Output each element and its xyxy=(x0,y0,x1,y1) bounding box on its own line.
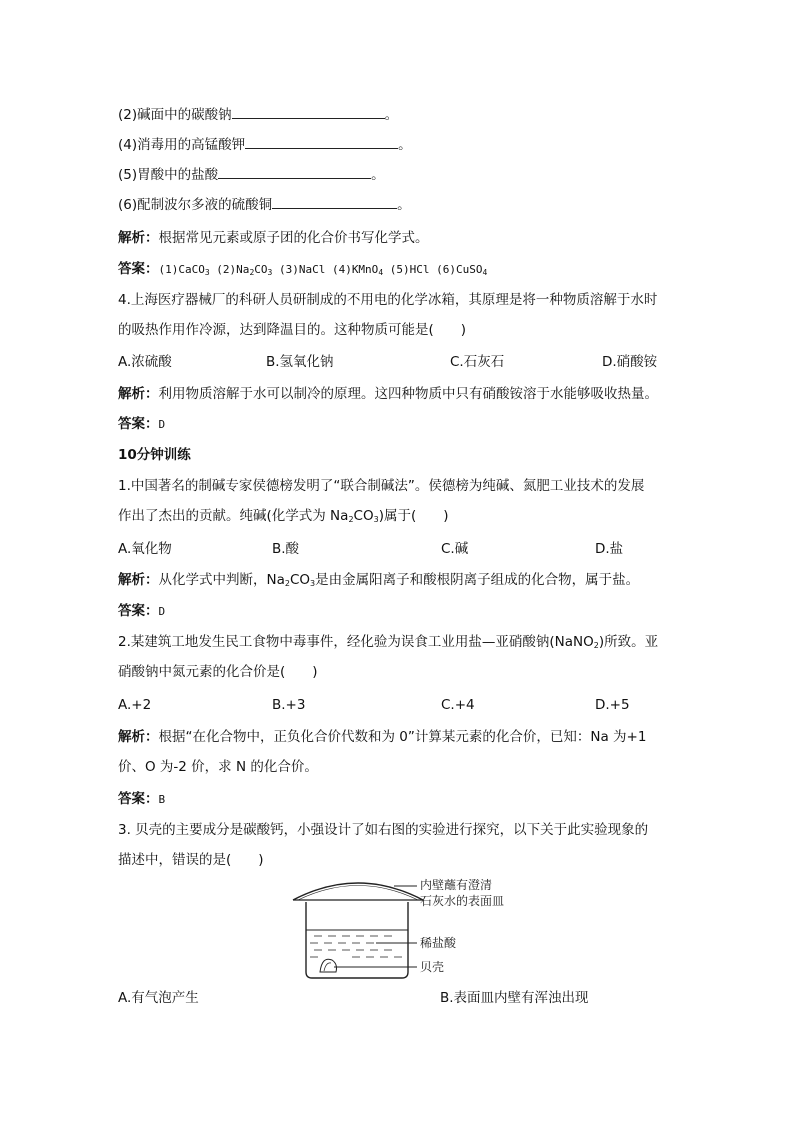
t2-analysis-line1 xyxy=(118,727,646,747)
t1-option-a[interactable]: A.氧化物 xyxy=(118,541,172,557)
q4-option-a[interactable]: A.浓硫酸 xyxy=(118,354,172,370)
figure-label-shell: 贝壳 xyxy=(420,960,445,974)
t2-stem-line2: 硝酸钠中氮元素的化合价是( ) xyxy=(118,664,318,680)
item-5 xyxy=(118,164,385,185)
t1-stem-line1: 1.中国著名的制碱专家侯德榜发明了“联合制碱法”。侯德榜为纯碱、氮肥工业技术的发展 xyxy=(118,478,645,494)
t3-stem-line2: 描述中，错误的是( ) xyxy=(118,852,264,868)
analysis-line xyxy=(118,228,429,248)
answer-blank[interactable] xyxy=(245,134,398,149)
q4-option-b[interactable]: B.氢氧化钠 xyxy=(266,354,334,370)
shell xyxy=(320,959,337,972)
t2-option-d[interactable]: D.+5 xyxy=(595,697,630,713)
answer-label: 答案： xyxy=(118,603,159,619)
period: 。 xyxy=(397,197,411,213)
t2-option-c[interactable]: C.+4 xyxy=(441,697,475,713)
q4-option-c[interactable]: C.石灰石 xyxy=(450,354,505,370)
answer-text: (1)CaCO$_3$ $(2)Na_2CO_3$ (3)NaCl (4)KMnO$_4$ (5)HCl (6)CuSO$_4$ xyxy=(158,263,488,277)
item-5-text: (5)胃酸中的盐酸 xyxy=(118,167,219,183)
figure-label-dilute-hcl: 稀盐酸 xyxy=(420,936,457,950)
period: 。 xyxy=(398,137,412,153)
analysis-text: 根据常见元素或原子团的化合价书写化学式。 xyxy=(158,230,429,246)
answer-blank[interactable] xyxy=(232,104,385,119)
analysis-label: 解析： xyxy=(118,729,159,745)
t2-option-b[interactable]: B.+3 xyxy=(272,697,306,713)
answer-label: 答案： xyxy=(118,416,159,432)
t1-stem-line2: 作出了杰出的贡献。纯碱(化学式为 $Na_2CO_3$)属于( ) xyxy=(118,508,449,524)
t3-option-a[interactable]: A.有气泡产生 xyxy=(118,990,199,1006)
analysis-text: 根据“在化合物中，正负化合价代数和为 0”计算某元素的化合价，已知：Na 为+1 xyxy=(158,729,647,745)
figure-label-watch-glass-2: 石灰水的表面皿 xyxy=(420,894,505,908)
answer-label: 答案： xyxy=(118,261,159,277)
q4-stem-line2: 的吸热作用作冷源，达到降温目的。这种物质可能是( ) xyxy=(118,322,467,338)
t3-stem-line1: 3. 贝壳的主要成分是碳酸钙，小强设计了如右图的实验进行探究，以下关于此实验现象的 xyxy=(118,822,649,838)
item-6-text: (6)配制波尔多液的硫酸铜 xyxy=(118,197,273,213)
t2-analysis-line2: 价、O 为-2 价，求 N 的化合价。 xyxy=(118,759,318,775)
period: 。 xyxy=(384,107,399,123)
t1-option-b[interactable]: B.酸 xyxy=(272,541,300,557)
analysis-label: 解析： xyxy=(118,572,159,588)
q4-analysis-line xyxy=(118,384,658,404)
q4-stem-line1: 4.上海医疗器械厂的科研人员研制成的不用电的化学冰箱，其原理是将一种物质溶解于水时 xyxy=(118,292,658,308)
answer-blank[interactable] xyxy=(218,164,371,179)
item-4-text: (4)消毒用的高锰酸钾 xyxy=(118,137,246,153)
figure-label-watch-glass-1: 内壁蘸有澄清 xyxy=(420,878,493,892)
t1-answer-line xyxy=(118,601,165,622)
answer-text: B xyxy=(158,793,166,806)
analysis-text: 利用物质溶解于水可以制冷的原理。这四种物质中只有硝酸铵溶于水能够吸收热量。 xyxy=(158,386,658,402)
analysis-label: 解析： xyxy=(118,230,159,246)
t1-analysis-line xyxy=(118,570,639,590)
item-6 xyxy=(118,194,411,215)
item-2-text: (2)碱面中的碳酸钠 xyxy=(118,107,232,123)
section-title: 10分钟训练 xyxy=(118,447,191,463)
t1-option-d[interactable]: D.盐 xyxy=(595,541,624,557)
period: 。 xyxy=(371,167,385,183)
analysis-label: 解析： xyxy=(118,386,159,402)
item-4 xyxy=(118,134,412,155)
q4-answer-line xyxy=(118,414,165,435)
q4-option-d[interactable]: D.硝酸铵 xyxy=(602,354,658,370)
answer-blank[interactable] xyxy=(272,194,397,209)
t3-option-b[interactable]: B.表面皿内壁有浑浊出现 xyxy=(440,990,589,1006)
answer-text: D xyxy=(158,605,166,618)
t2-answer-line xyxy=(118,789,165,810)
answer-label: 答案： xyxy=(118,791,159,807)
answer-line xyxy=(118,259,487,280)
item-2 xyxy=(118,104,398,125)
dilute-hcl-liquid xyxy=(310,936,402,957)
answer-text: D xyxy=(158,418,166,431)
t2-stem-line1: 2.某建筑工地发生民工食物中毒事件，经化验为误食工业用盐—亚硝酸钠(NaNO$_2$)所致。亚 xyxy=(118,634,659,650)
t2-option-a[interactable]: A.+2 xyxy=(118,697,152,713)
analysis-text: 从化学式中判断，$Na_2CO_3$是由金属阳离子和酸根阴离子组成的化合物，属于盐。 xyxy=(158,572,640,588)
t1-option-c[interactable]: C.碱 xyxy=(441,541,469,557)
